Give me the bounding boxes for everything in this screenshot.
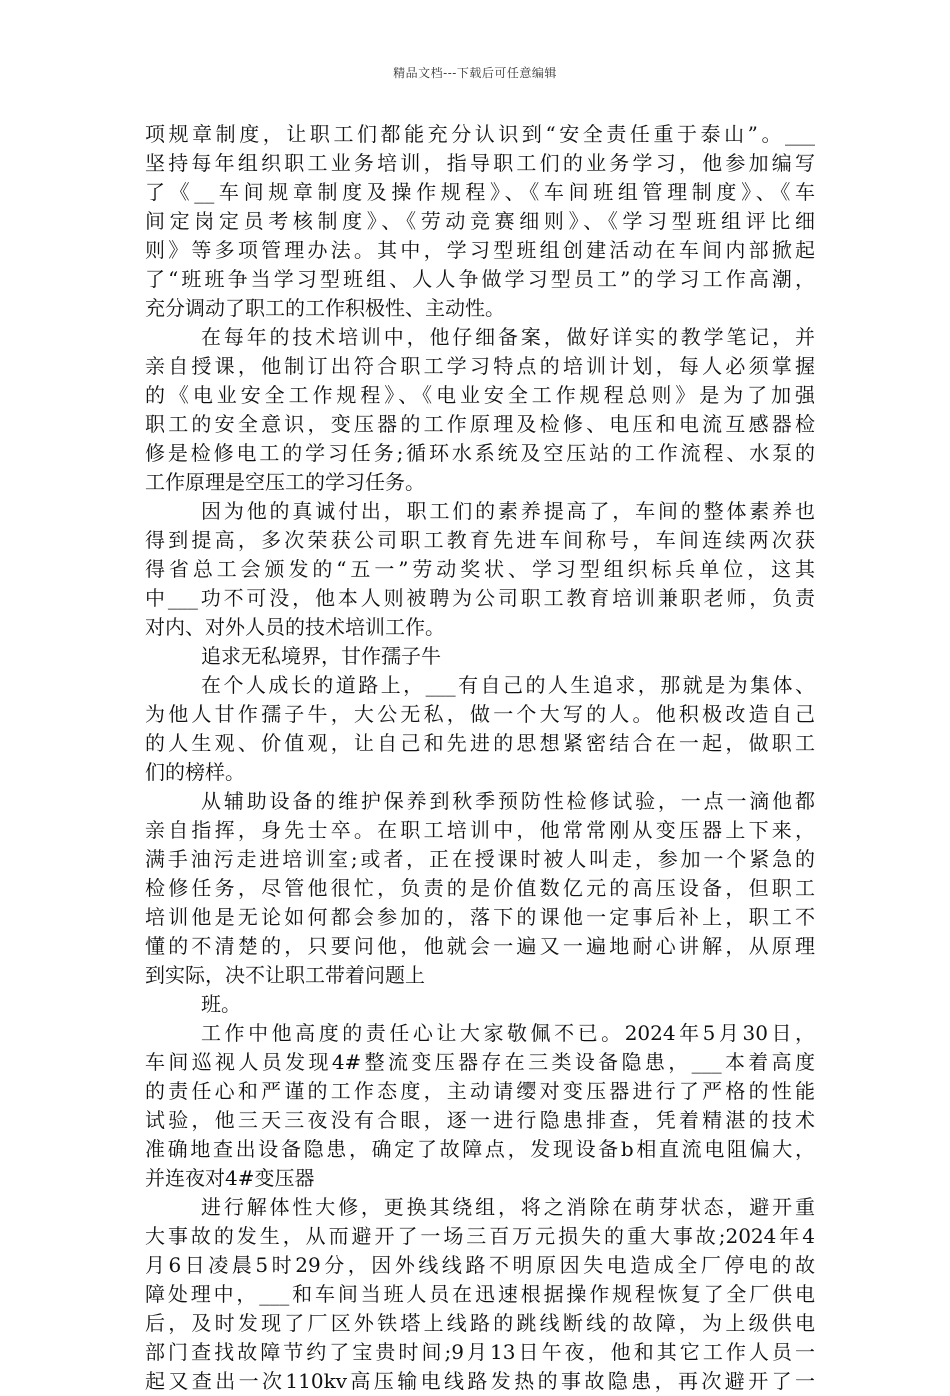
text-line: 项规章制度，让职工们都能充分认识到“安全责任重于泰山”。___ bbox=[145, 122, 815, 146]
text-line: 得到提高，多次荣获公司职工教育先进车间称号，车间连续两次获 bbox=[145, 528, 815, 552]
text-line: 车间巡视人员发现4#整流变压器存在三类设备隐患，___本着高度 bbox=[145, 1050, 815, 1074]
text-line: 则》等多项管理办法。其中，学习型班组创建活动在车间内部掀起 bbox=[145, 238, 815, 262]
text-line: 工作中他高度的责任心让大家敬佩不已。2024年5月30日， bbox=[201, 1021, 815, 1045]
text-line: 在每年的技术培训中，他仔细备案，做好详实的教学笔记，并 bbox=[201, 325, 815, 349]
text-line: 间定岗定员考核制度》、《劳动竞赛细则》、《学习型班组评比细 bbox=[145, 209, 815, 233]
text-line: 并连夜对4#变压器 bbox=[145, 1166, 315, 1190]
text-line: 准确地查出设备隐患，确定了故障点，发现设备b相直流电阻偏大， bbox=[145, 1137, 815, 1161]
text-line: 大事故的发生，从而避开了一场三百万元损失的重大事故;2024年4 bbox=[145, 1224, 815, 1248]
text-line: 起又查出一次110kv高压输电线路发热的事故隐患，再次避开了一 bbox=[145, 1369, 815, 1393]
text-line: 坚持每年组织职工业务培训，指导职工们的业务学习，他参加编写 bbox=[145, 151, 815, 175]
text-line: 了“班班争当学习型班组、人人争做学习型员工”的学习工作高潮， bbox=[145, 267, 815, 291]
text-line: 部门查找故障节约了宝贵时间;9月13日午夜，他和其它工作人员一 bbox=[145, 1340, 815, 1364]
text-line: 班。 bbox=[201, 992, 241, 1016]
page-header: 精品文档---下载后可任意编辑 bbox=[393, 66, 557, 80]
text-line: 培训他是无论如何都会参加的，落下的课他一定事后补上，职工不 bbox=[145, 905, 815, 929]
text-line: 工作原理是空压工的学习任务。 bbox=[145, 470, 425, 494]
text-line: 追求无私境界，甘作孺子牛 bbox=[201, 644, 441, 668]
text-line: 们的榜样。 bbox=[145, 760, 245, 784]
text-line: 在个人成长的道路上，___有自己的人生追求，那就是为集体、 bbox=[201, 673, 815, 697]
text-line: 试验，他三天三夜没有合眼，逐一进行隐患排查，凭着精湛的技术 bbox=[145, 1108, 815, 1132]
text-line: 后，及时发现了厂区外铁塔上线路的跳线断线的故障，为上级供电 bbox=[145, 1311, 815, 1335]
text-line: 职工的安全意识，变压器的工作原理及检修、电压和电流互感器检 bbox=[145, 412, 815, 436]
text-line: 为他人甘作孺子牛，大公无私，做一个大写的人。他积极改造自己 bbox=[145, 702, 815, 726]
text-line: 懂的不清楚的，只要问他，他就会一遍又一遍地耐心讲解，从原理 bbox=[145, 934, 815, 958]
text-line: 检修任务，尽管他很忙，负责的是价值数亿元的高压设备，但职工 bbox=[145, 876, 815, 900]
text-line: 的责任心和严谨的工作态度，主动请缨对变压器进行了严格的性能 bbox=[145, 1079, 815, 1103]
text-line: 的《电业安全工作规程》、《电业安全工作规程总则》是为了加强 bbox=[145, 383, 815, 407]
text-line: 对内、对外人员的技术培训工作。 bbox=[145, 615, 445, 639]
text-line: 因为他的真诚付出，职工们的素养提高了，车间的整体素养也 bbox=[201, 499, 815, 523]
text-line: 修是检修电工的学习任务;循环水系统及空压站的工作流程、水泵的 bbox=[145, 441, 815, 465]
text-line: 了《__车间规章制度及操作规程》、《车间班组管理制度》、《车 bbox=[145, 180, 815, 204]
text-line: 到实际，决不让职工带着问题上 bbox=[145, 963, 425, 987]
text-line: 月6日凌晨5时29分，因外线线路不明原因失电造成全厂停电的故 bbox=[145, 1253, 815, 1277]
text-line: 亲自指挥，身先士卒。在职工培训中，他常常刚从变压器上下来， bbox=[145, 818, 815, 842]
text-line: 充分调动了职工的工作积极性、主动性。 bbox=[145, 296, 505, 320]
text-line: 中___功不可没，他本人则被聘为公司职工教育培训兼职老师，负责 bbox=[145, 586, 815, 610]
text-line: 进行解体性大修，更换其绕组，将之消除在萌芽状态，避开重 bbox=[201, 1195, 815, 1219]
text-line: 得省总工会颁发的“五一”劳动奖状、学习型组织标兵单位，这其 bbox=[145, 557, 815, 581]
text-line: 障处理中，___和车间当班人员在迅速根据操作规程恢复了全厂供电 bbox=[145, 1282, 815, 1306]
text-line: 亲自授课，他制订出符合职工学习特点的培训计划，每人必须掌握 bbox=[145, 354, 815, 378]
text-line: 从辅助设备的维护保养到秋季预防性检修试验，一点一滴他都 bbox=[201, 789, 815, 813]
text-line: 满手油污走进培训室;或者，正在授课时被人叫走，参加一个紧急的 bbox=[145, 847, 815, 871]
document-body bbox=[145, 120, 815, 1396]
text-line: 的人生观、价值观，让自己和先进的思想紧密结合在一起，做职工 bbox=[145, 731, 815, 755]
